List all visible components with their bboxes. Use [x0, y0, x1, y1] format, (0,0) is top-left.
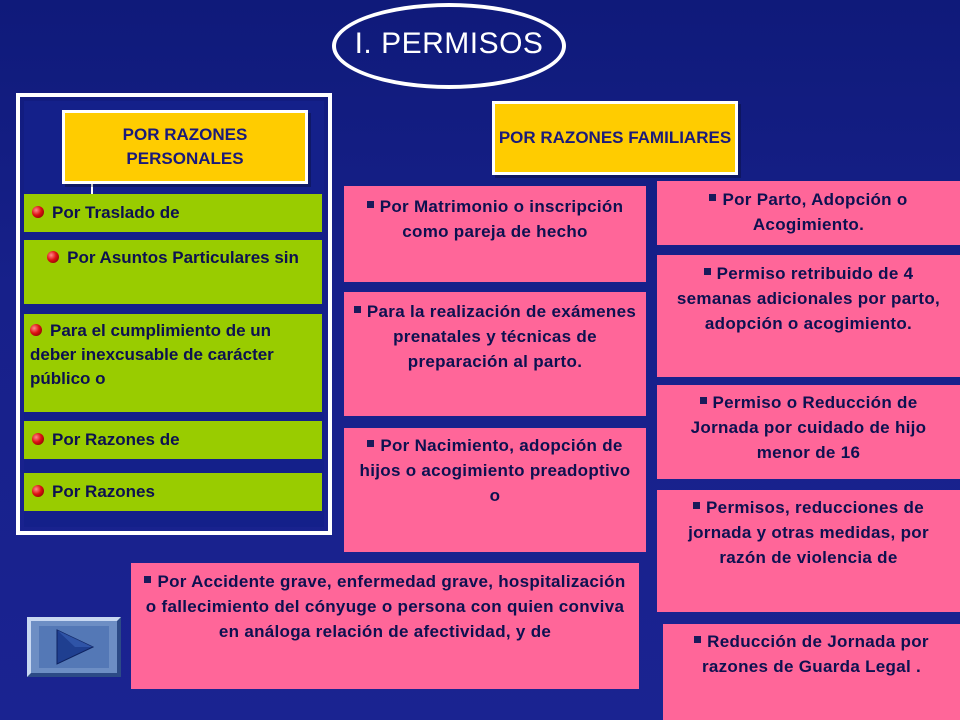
family-item-label: Reducción de Jornada por razones de Guarda Legal .	[701, 632, 929, 676]
family-item-nacimiento[interactable]	[344, 428, 646, 552]
family-item-label: Por Nacimiento, adopción de hijos o acogimiento preadoptivo o	[359, 436, 631, 505]
family-item-parto-adopcion[interactable]	[657, 181, 960, 245]
personal-item-asuntos-particulares[interactable]	[24, 240, 322, 304]
family-item-accidente-grave[interactable]	[131, 563, 639, 689]
family-item-examenes-prenatales[interactable]	[344, 292, 646, 416]
personal-item-traslado[interactable]	[24, 194, 322, 232]
square-bullet-icon	[144, 576, 151, 583]
personal-item-deber-inexcusable[interactable]	[24, 314, 322, 412]
family-item-label: Permisos, reducciones de jornada y otras medidas, por razón de violencia de	[688, 498, 929, 567]
family-item-label: Por Matrimonio o inscripción como pareja de hecho	[379, 197, 624, 241]
family-item-cuidado-hijo[interactable]	[657, 385, 960, 479]
red-sphere-bullet-icon	[32, 433, 44, 445]
red-sphere-bullet-icon	[30, 324, 42, 336]
family-item-label: Por Accidente grave, enfermedad grave, hospitalización o fallecimiento del cónyuge o persona con quien conviva en análoga relación de afectividad, y de	[145, 572, 626, 641]
personal-item-label: Por Traslado de	[52, 203, 180, 222]
family-item-label: Para la realización de exámenes prenatales y técnicas de preparación al parto.	[366, 302, 637, 371]
square-bullet-icon	[354, 306, 361, 313]
family-reasons-header-label: POR RAZONES FAMILIARES	[498, 128, 732, 147]
family-item-4-semanas[interactable]	[657, 255, 960, 377]
personal-reasons-header-label: POR RAZONES PERSONALES	[122, 125, 248, 168]
red-sphere-bullet-icon	[32, 485, 44, 497]
square-bullet-icon	[367, 201, 374, 208]
square-bullet-icon	[704, 268, 711, 275]
family-item-label: Por Parto, Adopción o Acogimiento.	[722, 190, 908, 234]
personal-item-label: Por Razones	[52, 482, 155, 501]
personal-item-razones-de[interactable]	[24, 421, 322, 459]
family-item-guarda-legal[interactable]	[663, 624, 960, 720]
personal-item-label: Por Asuntos Particulares sin	[67, 248, 299, 267]
family-item-label: Permiso o Reducción de Jornada por cuidado de hijo menor de 16	[690, 393, 927, 462]
square-bullet-icon	[709, 194, 716, 201]
personal-item-label: Por Razones de	[52, 430, 180, 449]
family-item-matrimonio[interactable]	[344, 186, 646, 282]
red-sphere-bullet-icon	[47, 251, 59, 263]
family-item-label: Permiso retribuido de 4 semanas adicionales por parto, adopción o acogimiento.	[676, 264, 941, 333]
play-triangle-icon	[55, 628, 95, 666]
square-bullet-icon	[693, 502, 700, 509]
square-bullet-icon	[367, 440, 374, 447]
page-title: I. PERMISOS	[354, 27, 544, 60]
family-reasons-header[interactable]	[492, 101, 738, 175]
personal-item-razones[interactable]	[24, 473, 322, 511]
red-sphere-bullet-icon	[32, 206, 44, 218]
personal-item-label: Para el cumplimiento de un deber inexcusable de carácter público o	[30, 321, 274, 388]
personal-reasons-header[interactable]	[62, 110, 308, 184]
family-item-violencia[interactable]	[657, 490, 960, 612]
square-bullet-icon	[694, 636, 701, 643]
square-bullet-icon	[700, 397, 707, 404]
